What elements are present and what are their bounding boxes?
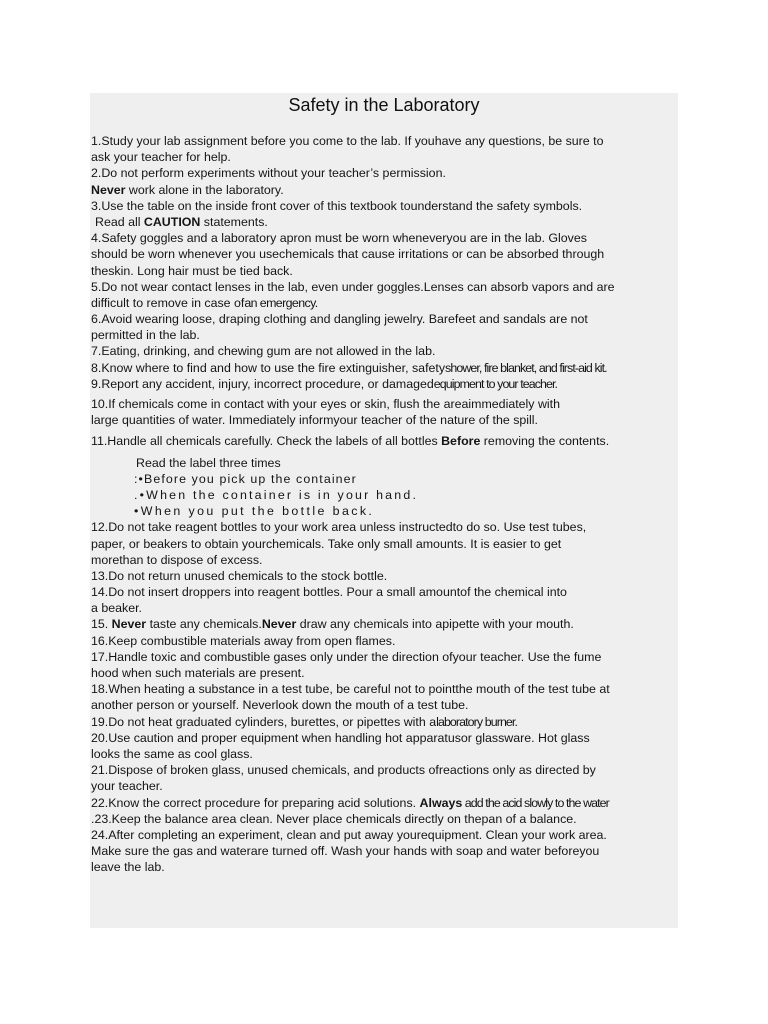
rule-1-line-1: 1.Study your lab assignment before you come to the lab. If youhave any questions, be sure to [91, 134, 604, 148]
rule-12-line-1: 12.Do not take reagent bottles to your work area unless instructedto do so. Use test tubes, [91, 520, 587, 535]
rule-23: .23.Keep the balance area clean. Never place chemicals directly on thepan of a balance. [91, 811, 577, 826]
read-label-instruction: Read the label three times [136, 455, 281, 470]
rule-24-line-1: 24.After completing an experiment, clean and put away yourequipment. Clean your work area. [91, 827, 607, 842]
rule-18-line-1: 18.When heating a substance in a test tube, be careful not to pointthe mouth of the test tube at [91, 682, 610, 697]
rule-11-text-post: removing the contents. [480, 434, 610, 449]
emphasis-never: Never [261, 617, 297, 632]
emphasis-caution: CAUTION [143, 214, 201, 229]
emphasis-always: Always [419, 795, 463, 810]
rule-1-line-2: ask your teacher for help. [91, 150, 231, 165]
rule-10-line-2: large quantities of water. Immediately informyour teacher of the nature of the spill. [91, 413, 538, 428]
rule-19-text-condensed: laboratory burner. [436, 714, 518, 729]
rule-9 [91, 376, 679, 392]
rule-8 [91, 360, 679, 376]
rule-19 [91, 714, 679, 730]
rule-9-text: 9.Report any accident, injury, incorrect procedure, or damaged [91, 376, 434, 391]
rule-12-line-2: paper, or beakers to obtain yourchemicals. Take only small amounts. It is easier to get [91, 536, 562, 551]
rule-2-line-2 [91, 182, 679, 198]
document-page [90, 93, 678, 928]
rule-11-text-pre: 11.Handle all chemicals carefully. Check the labels of all bottles [91, 434, 442, 449]
rule-15-text-pre: 15. [91, 617, 112, 632]
rule-16: 16.Keep combustible materials away from open flames. [91, 633, 396, 648]
rule-4-line-3: theskin. Long hair must be tied back. [91, 263, 293, 278]
rule-21-line-2: your teacher. [91, 779, 163, 794]
rule-5-line-2 [91, 295, 679, 311]
bullet-item-2: .•When the container is in your hand. [134, 487, 419, 502]
rule-14-line-2: a beaker. [91, 601, 142, 616]
emphasis-before: Before [441, 434, 481, 449]
rule-24-line-3: leave the lab. [91, 860, 165, 875]
rule-8-text: 8.Know where to find and how to use the fire extinguisher, safety [91, 360, 446, 375]
rule-5-text-condensed: an emergency. [244, 295, 318, 310]
rule-4-line-2: should be worn whenever you usechemicals that cause irritations or can be absorbed through [91, 247, 605, 262]
rule-15 [91, 616, 679, 632]
rule-21-line-1: 21.Dispose of broken glass, unused chemicals, and products ofreactions only as directed by [91, 763, 596, 778]
page-title: Safety in the Laboratory [288, 95, 480, 115]
rule-2-text: work alone in the laboratory. [125, 182, 284, 197]
document-body [91, 133, 679, 875]
rule-9-text-condensed: equipment to your teacher. [433, 376, 558, 391]
rule-18-line-2: another person or yourself. Neverlook down the mouth of a test tube. [91, 698, 469, 713]
emphasis-never: Never [111, 617, 147, 632]
rule-22-text: 22.Know the correct procedure for preparing acid solutions. [91, 795, 420, 810]
rule-22-text-condensed: add the acid slowly to the water [462, 795, 609, 810]
rule-13: 13.Do not return unused chemicals to the stock bottle. [91, 568, 388, 583]
rule-17-line-2: hood when such materials are present. [91, 666, 305, 680]
rule-3-text-post: statements. [200, 214, 268, 229]
rule-4-line-1: 4.Safety goggles and a laboratory apron must be worn wheneveryou are in the lab. Gloves [91, 231, 587, 246]
rule-3-line-2 [91, 214, 679, 230]
rule-2-line-1: 2.Do not perform experiments without your teacher’s permission. [91, 166, 446, 181]
emphasis-never: Never [91, 182, 126, 197]
rule-6-line-1: 6.Avoid wearing loose, draping clothing and dangling jewelry. Barefeet and sandals are not [91, 312, 588, 327]
rule-15-text-mid: taste any chemicals. [146, 617, 262, 632]
rule-5-line-1: 5.Do not wear contact lenses in the lab, even under goggles.Lenses can absorb vapors and are [91, 279, 615, 294]
rule-3-text-pre: Read all [95, 214, 144, 229]
rule-17-line-1: 17.Handle toxic and combustible gases only under the direction ofyour teacher. Use the fume [91, 649, 602, 664]
rule-14-line-1: 14.Do not insert droppers into reagent bottles. Pour a small amountof the chemical into [91, 585, 567, 600]
rule-15-text-post: draw any chemicals into apipette with your mouth. [296, 617, 574, 632]
rule-12-line-3: morethan to dispose of excess. [91, 552, 263, 567]
rule-10-line-1: 10.If chemicals come in contact with your eyes or skin, flush the areaimmediately with [91, 397, 560, 411]
rule-20-line-1: 20.Use caution and proper equipment when handling hot apparatusor glassware. Hot glass [91, 730, 590, 745]
rule-3-line-1: 3.Use the table on the inside front cover of this textbook tounderstand the safety symbols. [91, 198, 583, 213]
rule-19-text: 19.Do not heat graduated cylinders, burettes, or pipettes with a [91, 714, 437, 729]
bullet-item-3: •When you put the bottle back. [134, 504, 375, 519]
rule-8-text-condensed: shower, fire blanket, and first-aid kit. [445, 360, 607, 375]
rule-7: 7.Eating, drinking, and chewing gum are not allowed in the lab. [91, 344, 436, 359]
rule-5-text: difficult to remove in case of [91, 295, 245, 310]
rule-22 [91, 795, 679, 811]
rule-24-line-2: Make sure the gas and waterare turned off. Wash your hands with soap and water beforeyou [91, 844, 600, 859]
rule-11 [91, 433, 679, 449]
rule-6-line-2: permitted in the lab. [91, 328, 200, 343]
rule-20-line-2: looks the same as cool glass. [91, 746, 253, 761]
bullet-item-1: :•Before you pick up the container [134, 471, 357, 486]
